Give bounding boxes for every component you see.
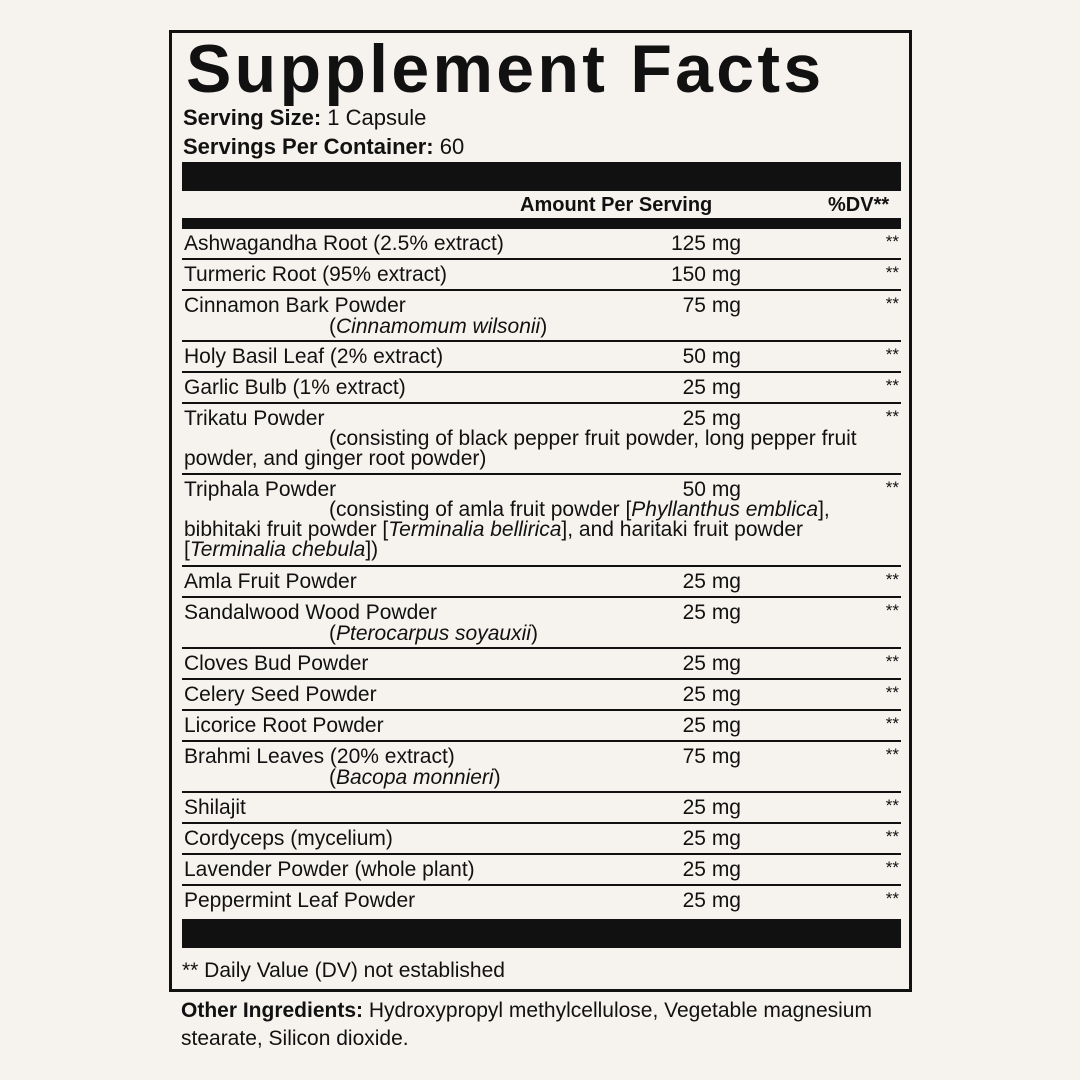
thick-divider-header: [182, 218, 901, 229]
ingredient-amount: 150 mg: [670, 263, 741, 286]
ingredient-dv: **: [885, 478, 899, 497]
ingredient-name: Amla Fruit Powder: [184, 570, 357, 593]
ingredient-row: [182, 680, 901, 711]
ingredient-amount: 25 mg: [682, 570, 741, 593]
ingredient-row: [182, 855, 901, 886]
ingredient-row: [182, 742, 901, 793]
ingredient-row: [182, 475, 901, 567]
ingredient-description: (consisting of black pepper fruit powder, long pepper fruit powder, and ginger root powder): [184, 427, 857, 470]
ingredient-dv: **: [885, 683, 899, 702]
ingredient-name: Triphala Powder: [184, 478, 337, 501]
ingredient-name: Cordyceps (mycelium): [184, 827, 393, 850]
ingredient-amount: 25 mg: [682, 376, 741, 399]
servings-per-container-value: 60: [439, 134, 465, 159]
ingredient-botanical-name: (Bacopa monnieri): [329, 766, 501, 789]
ingredient-dv: **: [885, 889, 899, 908]
ingredient-dv: **: [885, 714, 899, 733]
thick-divider-bottom: [182, 919, 901, 948]
ingredient-dv: **: [885, 858, 899, 877]
ingredient-amount: 25 mg: [682, 601, 741, 624]
ingredient-name: Brahmi Leaves (20% extract): [184, 745, 455, 768]
ingredient-dv: **: [885, 294, 899, 313]
ingredient-botanical-name: (Cinnamomum wilsonii): [329, 315, 548, 338]
ingredient-row: [182, 342, 901, 373]
ingredient-dv: **: [885, 601, 899, 620]
ingredient-name: Cloves Bud Powder: [184, 652, 369, 675]
ingredient-dv: **: [885, 570, 899, 589]
ingredient-dv: **: [885, 376, 899, 395]
ingredient-amount: 25 mg: [682, 889, 741, 912]
ingredient-amount: 50 mg: [682, 345, 741, 368]
ingredient-row: [182, 824, 901, 855]
ingredient-name: Peppermint Leaf Powder: [184, 889, 416, 912]
ingredient-name: Garlic Bulb (1% extract): [184, 376, 406, 399]
ingredient-name: Celery Seed Powder: [184, 683, 377, 706]
ingredient-name: Shilajit: [184, 796, 246, 819]
ingredient-name: Ashwagandha Root (2.5% extract): [184, 232, 504, 255]
thick-divider-top: [182, 162, 901, 191]
panel-title: Supplement Facts: [186, 31, 825, 107]
ingredient-row: [182, 260, 901, 291]
ingredient-description: (consisting of amla fruit powder [Phyllanthus emblica], bibhitaki fruit powder [Terminalia bellirica], and haritaki fruit powder [Terminalia chebula]): [184, 498, 830, 561]
ingredient-amount: 50 mg: [682, 478, 741, 501]
ingredient-row: [182, 886, 901, 917]
ingredient-name: Sandalwood Wood Powder: [184, 601, 437, 624]
ingredient-row: [182, 229, 901, 260]
other-ingredients-text: Hydroxypropyl methylcellulose, Vegetable magnesium stearate, Silicon dioxide.: [181, 999, 872, 1050]
ingredient-row: [182, 291, 901, 342]
supplement-facts-panel: [169, 30, 912, 992]
dv-header: %DV**: [828, 194, 890, 216]
ingredient-dv: **: [885, 796, 899, 815]
serving-size: [183, 107, 426, 129]
ingredient-name: Turmeric Root (95% extract): [184, 263, 447, 286]
ingredient-name: Holy Basil Leaf (2% extract): [184, 345, 444, 368]
serving-size-value: 1 Capsule: [327, 105, 427, 130]
ingredient-amount: 25 mg: [682, 796, 741, 819]
ingredient-dv: **: [885, 745, 899, 764]
ingredient-row: [182, 404, 901, 475]
ingredient-name: Trikatu Powder: [184, 407, 325, 430]
ingredient-name: Licorice Root Powder: [184, 714, 384, 737]
ingredient-amount: 25 mg: [682, 827, 741, 850]
ingredient-dv: **: [885, 263, 899, 282]
ingredient-amount: 125 mg: [670, 232, 741, 255]
ingredient-dv: **: [885, 407, 899, 426]
ingredient-row: [182, 711, 901, 742]
ingredient-row: [182, 649, 901, 680]
ingredient-dv: **: [885, 652, 899, 671]
ingredient-amount: 25 mg: [682, 714, 741, 737]
ingredient-row: [182, 373, 901, 404]
ingredient-amount: 25 mg: [682, 683, 741, 706]
ingredient-dv: **: [885, 232, 899, 251]
ingredient-dv: **: [885, 345, 899, 364]
serving-size-label: Serving Size:: [183, 105, 322, 130]
ingredient-row: [182, 567, 901, 598]
amount-per-serving-header: Amount Per Serving: [520, 194, 713, 216]
ingredient-amount: 25 mg: [682, 652, 741, 675]
ingredient-dv: **: [885, 827, 899, 846]
ingredient-amount: 25 mg: [682, 407, 741, 430]
ingredient-row: [182, 598, 901, 649]
ingredient-botanical-name: (Pterocarpus soyauxii): [329, 622, 538, 645]
ingredient-amount: 25 mg: [682, 858, 741, 881]
ingredient-row: [182, 793, 901, 824]
servings-per-container: [183, 136, 464, 158]
other-ingredients-label: Other Ingredients:: [181, 999, 364, 1022]
servings-per-container-label: Servings Per Container:: [183, 134, 434, 159]
daily-value-footnote: ** Daily Value (DV) not established: [182, 959, 505, 982]
ingredient-amount: 75 mg: [682, 745, 741, 768]
other-ingredients: [181, 997, 901, 1053]
ingredient-name: Lavender Powder (whole plant): [184, 858, 475, 881]
ingredient-amount: 75 mg: [682, 294, 741, 317]
ingredient-name: Cinnamon Bark Powder: [184, 294, 406, 317]
